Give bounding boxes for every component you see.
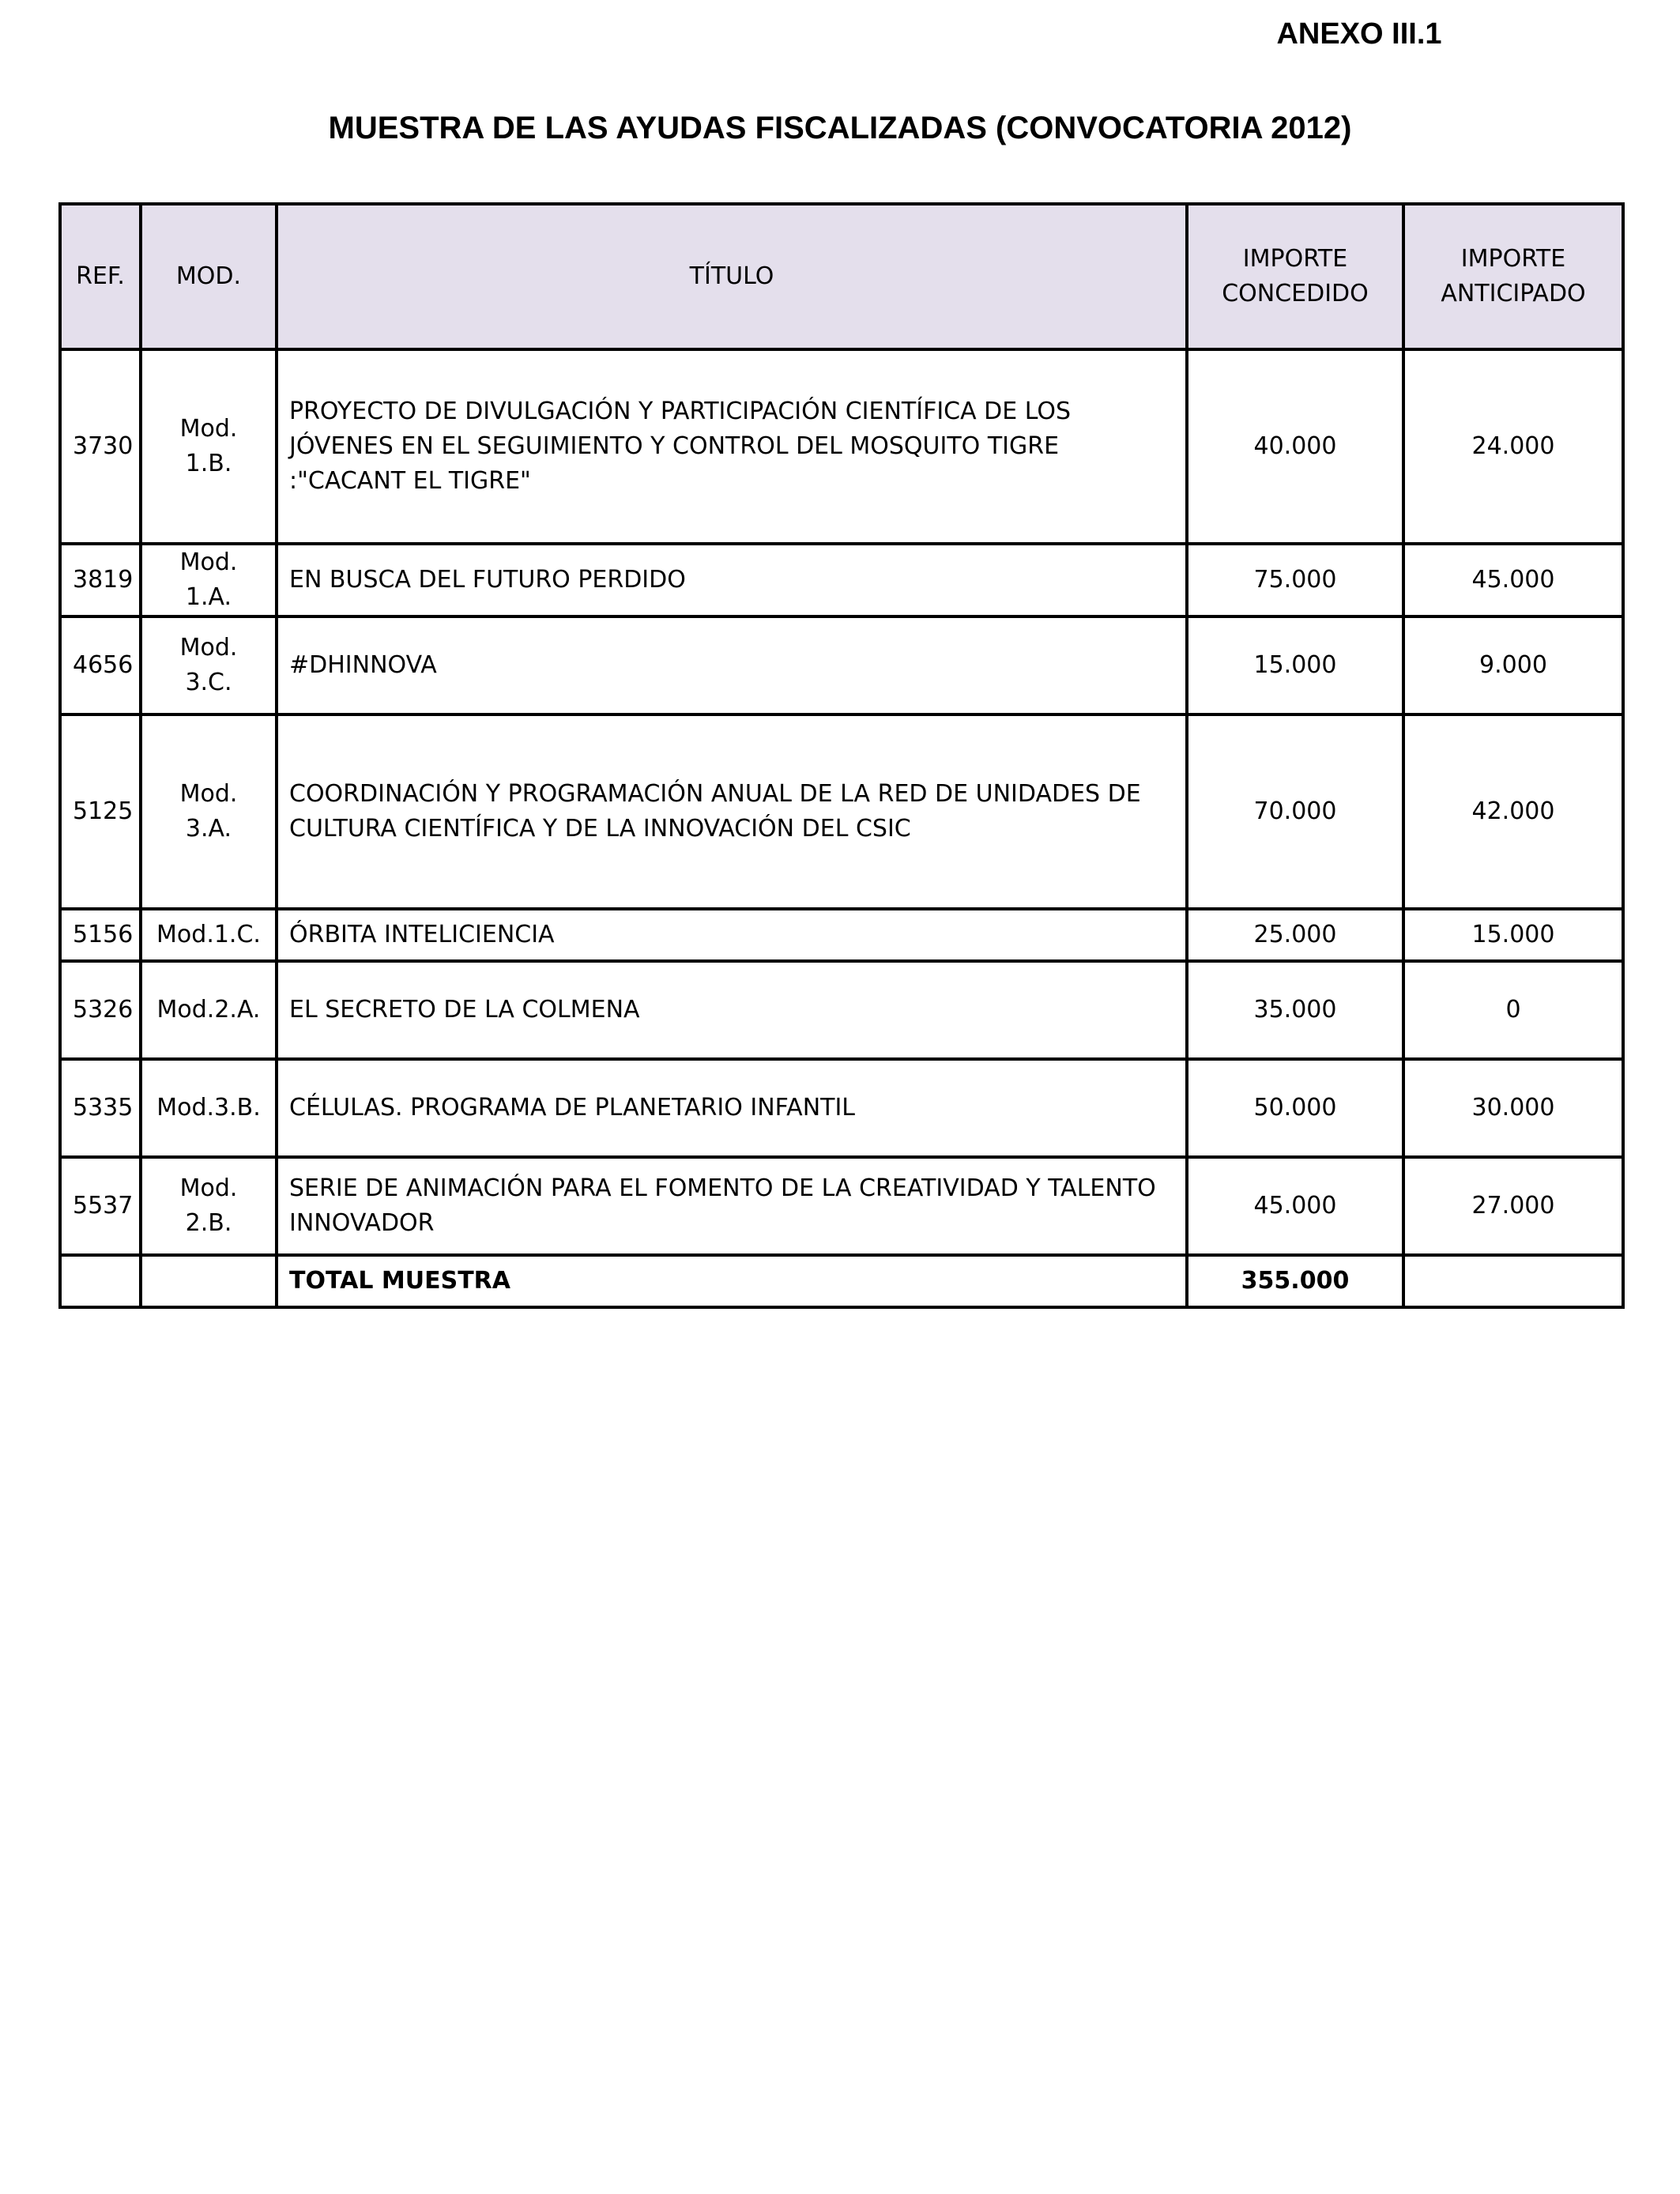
header-anticipado-line1: IMPORTE xyxy=(1460,245,1566,273)
cell-anticipado: 42.000 xyxy=(1403,714,1623,909)
total-cell-ref xyxy=(60,1255,141,1307)
cell-concedido: 50.000 xyxy=(1187,1059,1403,1157)
cell-titulo: ÓRBITA INTELICIENCIA xyxy=(277,909,1187,961)
cell-mod: Mod. 1.B. xyxy=(141,349,277,544)
cell-titulo: EN BUSCA DEL FUTURO PERDIDO xyxy=(277,544,1187,616)
cell-concedido: 25.000 xyxy=(1187,909,1403,961)
total-row xyxy=(60,1255,1623,1307)
page-title: MUESTRA DE LAS AYUDAS FISCALIZADAS (CONVOCATORIA 2012) xyxy=(328,111,1352,145)
cell-titulo: COORDINACIÓN Y PROGRAMACIÓN ANUAL DE LA RED DE UNIDADES DE CULTURA CIENTÍFICA Y DE LA INNOVACIÓN DEL CSIC xyxy=(277,714,1187,909)
cell-ref: 5125 xyxy=(60,714,141,909)
cell-mod: Mod.3.B. xyxy=(141,1059,277,1157)
cell-anticipado: 15.000 xyxy=(1403,909,1623,961)
cell-anticipado: 45.000 xyxy=(1403,544,1623,616)
cell-mod: Mod.1.C. xyxy=(141,909,277,961)
cell-concedido: 45.000 xyxy=(1187,1157,1403,1255)
table-row xyxy=(60,544,1623,616)
table-row xyxy=(60,961,1623,1059)
cell-ref: 3819 xyxy=(60,544,141,616)
total-label: TOTAL MUESTRA xyxy=(277,1255,1187,1307)
cell-ref: 5156 xyxy=(60,909,141,961)
header-ref: REF. xyxy=(60,204,141,349)
cell-mod: Mod.2.A. xyxy=(141,961,277,1059)
header-concedido-line1: IMPORTE xyxy=(1242,245,1348,273)
header-anticipado-line2: ANTICIPADO xyxy=(1441,280,1586,307)
cell-anticipado: 24.000 xyxy=(1403,349,1623,544)
header-titulo: TÍTULO xyxy=(277,204,1187,349)
table-row xyxy=(60,1157,1623,1255)
total-cell-mod xyxy=(141,1255,277,1307)
cell-ref: 4656 xyxy=(60,616,141,714)
cell-anticipado: 9.000 xyxy=(1403,616,1623,714)
cell-titulo: PROYECTO DE DIVULGACIÓN Y PARTICIPACIÓN CIENTÍFICA DE LOS JÓVENES EN EL SEGUIMIENTO Y CONTROL DEL MOSQUITO TIGRE :"CACANT EL TIGRE" xyxy=(277,349,1187,544)
cell-titulo: SERIE DE ANIMACIÓN PARA EL FOMENTO DE LA CREATIVIDAD Y TALENTO INNOVADOR xyxy=(277,1157,1187,1255)
cell-titulo: EL SECRETO DE LA COLMENA xyxy=(277,961,1187,1059)
cell-concedido: 35.000 xyxy=(1187,961,1403,1059)
table-row xyxy=(60,616,1623,714)
cell-anticipado: 27.000 xyxy=(1403,1157,1623,1255)
cell-ref: 3730 xyxy=(60,349,141,544)
table-header-row xyxy=(60,204,1623,349)
annex-label: ANEXO III.1 xyxy=(1276,17,1442,51)
cell-ref: 5335 xyxy=(60,1059,141,1157)
cell-anticipado: 30.000 xyxy=(1403,1059,1623,1157)
table-row xyxy=(60,909,1623,961)
cell-ref: 5326 xyxy=(60,961,141,1059)
cell-mod: Mod. 1.A. xyxy=(141,544,277,616)
cell-mod: Mod. 3.C. xyxy=(141,616,277,714)
cell-concedido: 75.000 xyxy=(1187,544,1403,616)
cell-concedido: 15.000 xyxy=(1187,616,1403,714)
header-concedido-line2: CONCEDIDO xyxy=(1222,280,1369,307)
header-mod: MOD. xyxy=(141,204,277,349)
total-cell-anticipado xyxy=(1403,1255,1623,1307)
table-row xyxy=(60,714,1623,909)
cell-titulo: #DHINNOVA xyxy=(277,616,1187,714)
total-concedido: 355.000 xyxy=(1187,1255,1403,1307)
table-row xyxy=(60,1059,1623,1157)
cell-concedido: 40.000 xyxy=(1187,349,1403,544)
cell-anticipado: 0 xyxy=(1403,961,1623,1059)
cell-mod: Mod. 3.A. xyxy=(141,714,277,909)
cell-ref: 5537 xyxy=(60,1157,141,1255)
cell-concedido: 70.000 xyxy=(1187,714,1403,909)
header-importe-anticipado xyxy=(1403,204,1623,349)
table-row xyxy=(60,349,1623,544)
cell-mod: Mod. 2.B. xyxy=(141,1157,277,1255)
aid-sample-table xyxy=(58,202,1625,1309)
header-importe-concedido xyxy=(1187,204,1403,349)
cell-titulo: CÉLULAS. PROGRAMA DE PLANETARIO INFANTIL xyxy=(277,1059,1187,1157)
